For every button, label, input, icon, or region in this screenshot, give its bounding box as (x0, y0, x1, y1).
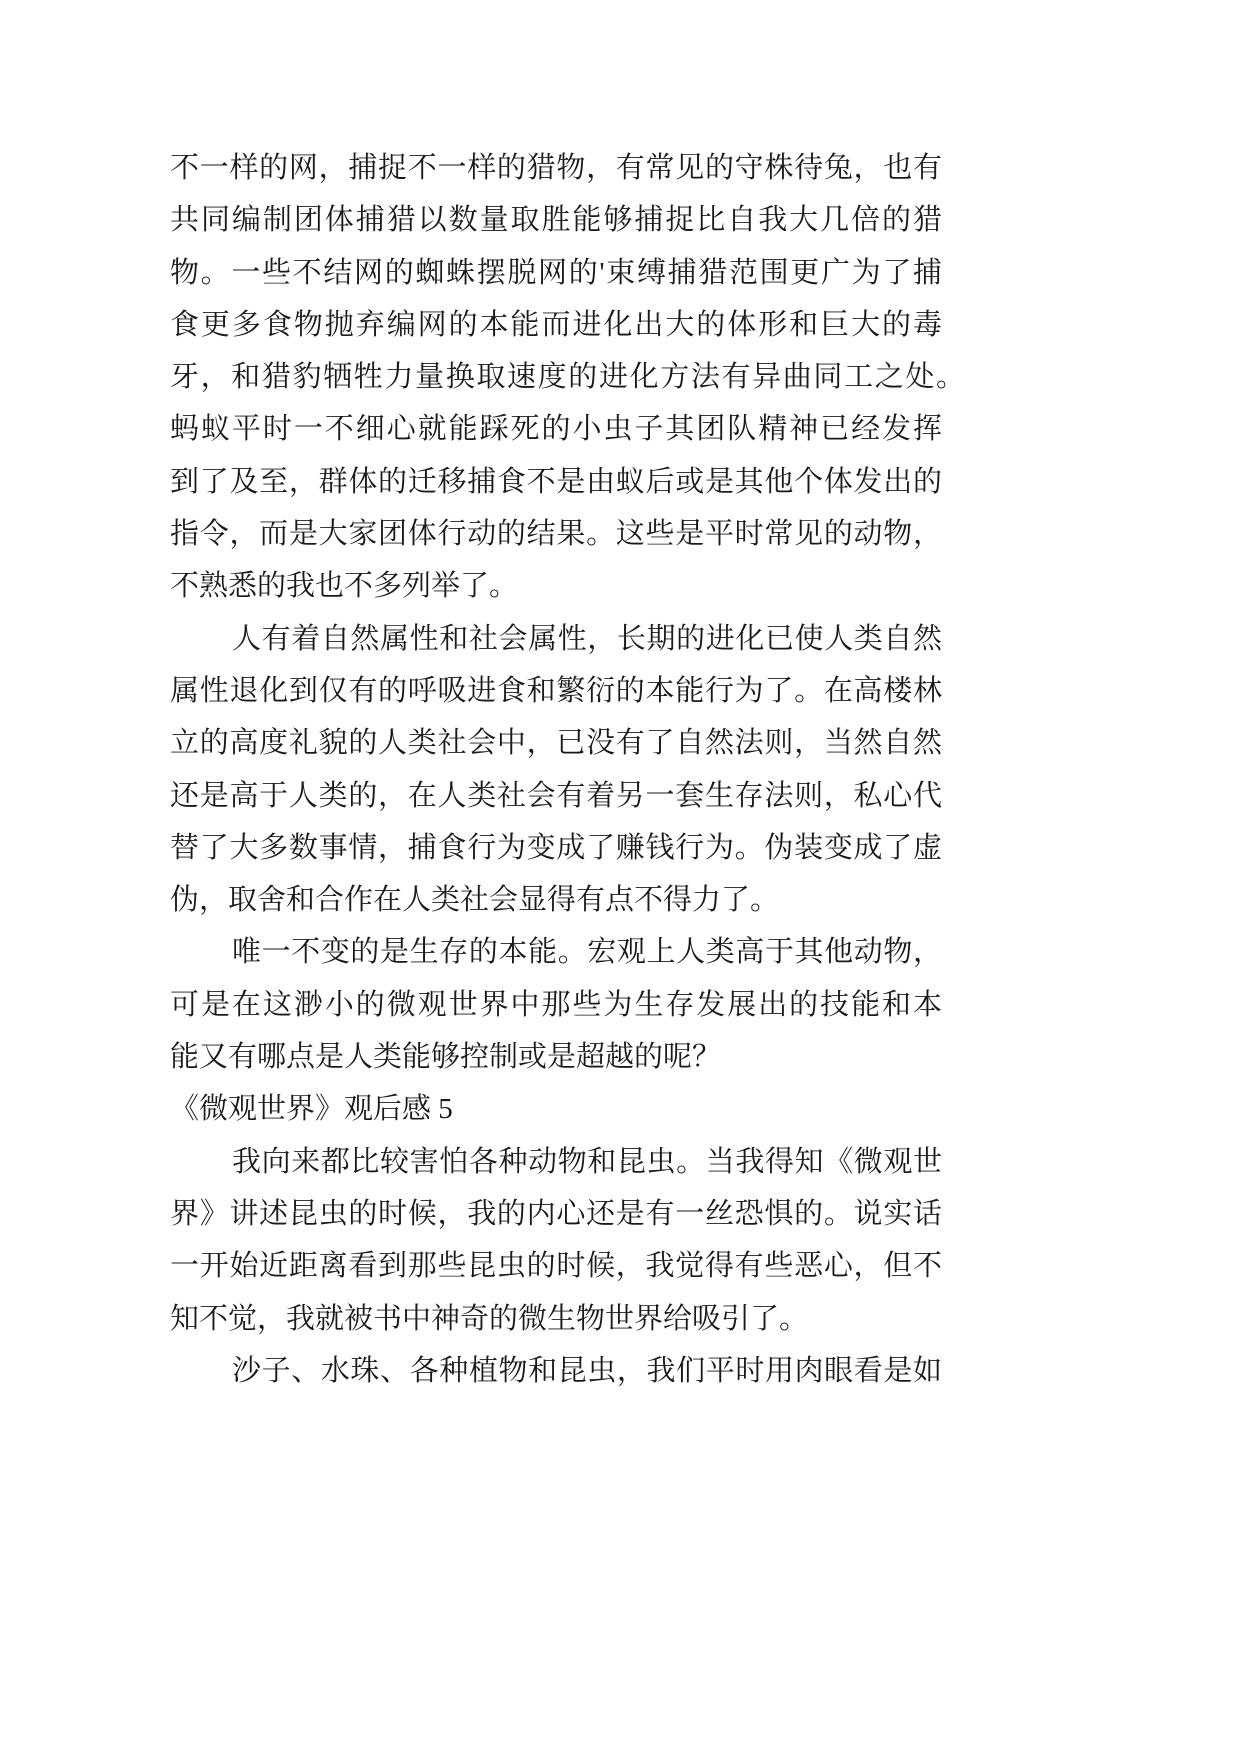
text-line: 不一样的网，捕捉不一样的猎物，有常见的守株待兔，也有 (170, 152, 942, 184)
text-line: 属性退化到仅有的呼吸进食和繁衍的本能行为了。在高楼林 (170, 674, 942, 707)
paragraph (170, 1136, 965, 1345)
text-line: 食更多食物抛弃编网的本能而进化出大的体形和巨大的毒 (170, 308, 942, 341)
paragraph (170, 613, 965, 927)
text-line: 知不觉，我就被书中神奇的微生物世界给吸引了。 (170, 1302, 809, 1335)
text-line: 蚂蚁平时一不细心就能踩死的小虫子其团队精神已经发挥 (170, 413, 942, 446)
paragraph (170, 142, 965, 613)
text-line: 替了大多数事情，捕食行为变成了赚钱行为。伪装变成了虚 (170, 831, 942, 864)
text-line: 一开始近距离看到那些昆虫的时候，我觉得有些恶心，但不 (170, 1250, 942, 1283)
text-line: 还是高于人类的，在人类社会有着另一套生存法则，私心代 (170, 779, 942, 812)
section-heading: 《微观世界》观后感 5 (170, 1093, 453, 1126)
text-line: 我向来都比较害怕各种动物和昆虫。当我得知《微观世 (232, 1145, 942, 1178)
text-line: 可是在这渺小的微观世界中那些为生存发展出的技能和本 (170, 988, 942, 1021)
text-line: 界》讲述昆虫的时候，我的内心还是有一丝恐惧的。说实话 (170, 1197, 942, 1230)
text-line: 能又有哪点是人类能够控制或是超越的呢？ (170, 1041, 722, 1074)
paragraph (170, 926, 965, 1083)
text-line: 沙子、水珠、各种植物和昆虫，我们平时用肉眼看是如 (232, 1354, 942, 1387)
body-text (170, 142, 965, 1397)
text-line: 伪，取舍和合作在人类社会显得有点不得力了。 (170, 884, 780, 917)
text-line: 唯一不变的是生存的本能。宏观上人类高于其他动物， (232, 936, 942, 969)
text-line: 到了及至，群体的迁移捕食不是由蚁后或是其他个体发出的 (170, 465, 942, 498)
text-line: 牙，和猎豹牺牲力量换取速度的进化方法有异曲同工之处。 (170, 361, 965, 394)
text-line: 立的高度礼貌的人类社会中，已没有了自然法则，当然自然 (170, 727, 942, 760)
text-line: 指令，而是大家团体行动的结果。这些是平时常见的动物， (170, 518, 942, 551)
text-line: 不熟悉的我也不多列举了。 (170, 570, 519, 603)
paragraph (170, 1345, 965, 1397)
text-line: 物。一些不结网的蜘蛛摆脱网的'束缚捕猎范围更广为了捕 (170, 256, 942, 289)
text-line: 共同编制团体捕猎以数量取胜能够捕捉比自我大几倍的猎 (170, 204, 942, 237)
text-line: 人有着自然属性和社会属性，长期的进化已使人类自然 (232, 622, 942, 655)
